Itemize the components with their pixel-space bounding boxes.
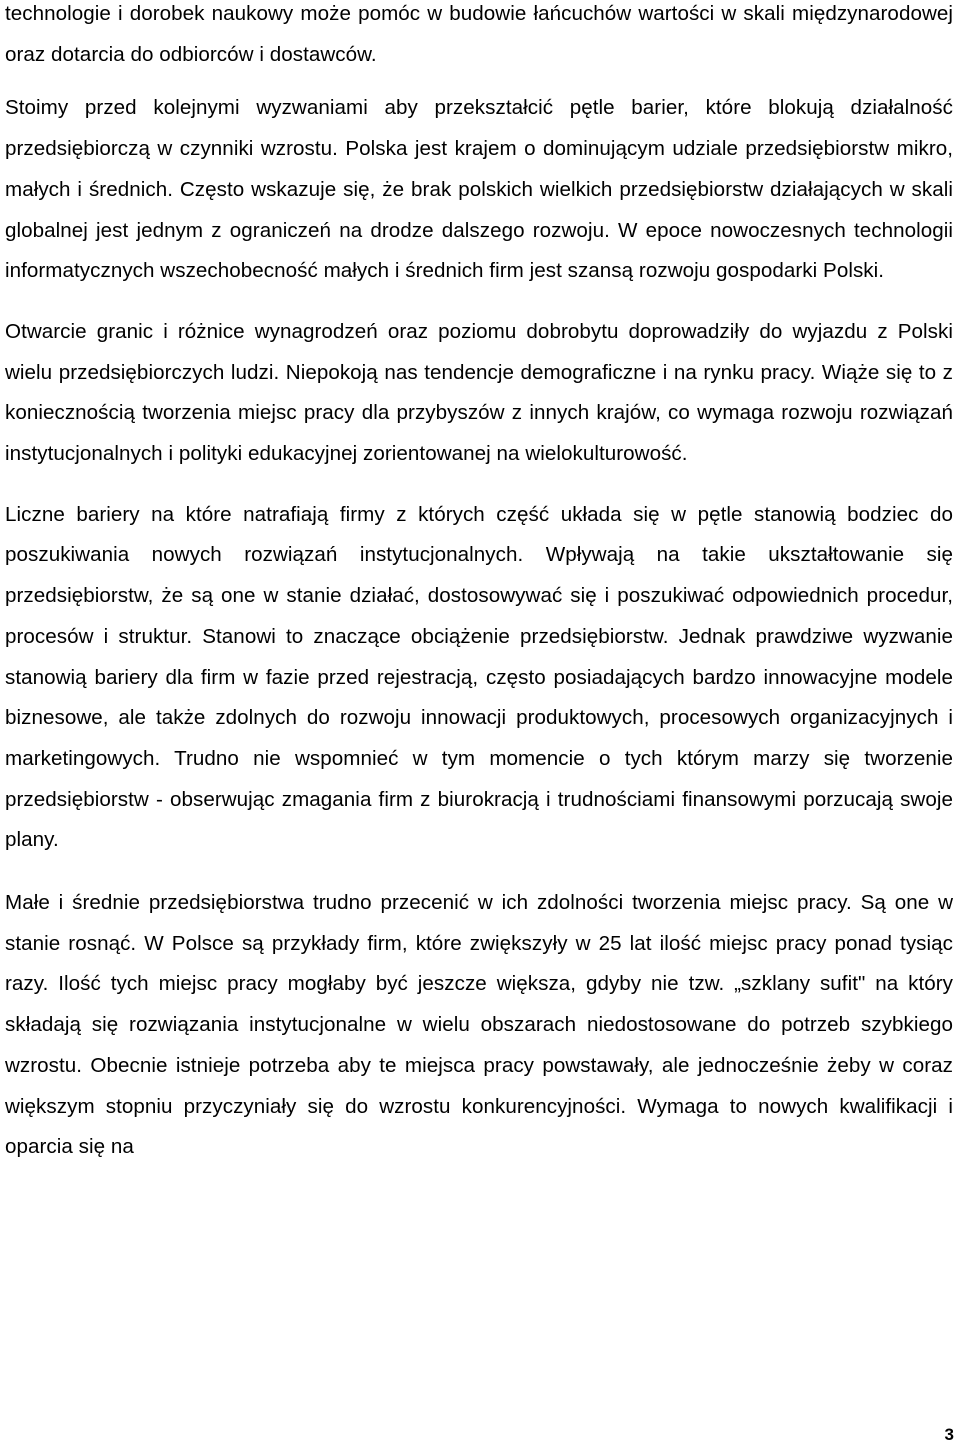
document-page (5, 0, 953, 1168)
paragraph-job-creation: Małe i średnie przedsiębiorstwa trudno przecenić w ich zdolności tworzenia miejsc pracy. Są one w stanie rosnąć. W Polsce są przykłady firm, które zwiększyły w 25 lat ilość miejsc pracy ponad tysiąc razy. Ilość tych miejsc pracy mogłaby być jeszcze większa, gdyby nie tzw. „szklany sufit" na który składają się rozwiązania instytucjonalne w wielu obszarach niedostosowane do potrzeb szybkiego wzrostu. Obecnie istnieje potrzeba aby te miejsca pracy powstawały, ale jednocześnie żeby w coraz większym stopniu przyczyniały się do wzrostu konkurencyjności. Wymaga to nowych kwalifikacji i oparcia się na (5, 891, 953, 1159)
paragraph-open-borders: Otwarcie granic i różnice wynagrodzeń oraz poziomu dobrobytu doprowadziły do wyjazdu z Polski wielu przedsiębiorczych ludzi. Niepokoją nas tendencje demograficzne i na rynku pracy. Wiąże się to z koniecznością tworzenia miejsc pracy dla przybyszów z innych krajów, co wymaga rozwoju rozwiązań instytucjonalnych i polityki edukacyjnej zorientowanej na wielokulturowość. (5, 319, 953, 466)
paragraph-barriers-smes: Stoimy przed kolejnymi wyzwaniami aby przekształcić pętle barier, które blokują działalność przedsiębiorczą w czynniki wzrostu. Polska jest krajem o dominującym udziale przedsiębiorstw mikro, małych i średnich. Często wskazuje się, że brak polskich wielkich przedsiębiorstw działających w skali globalnej jest jednym z ograniczeń na drodze dalszego rozwoju. W epoce nowoczesnych technologii informatycznych wszechobecność małych i średnich firm jest szansą rozwoju gospodarki Polski. (5, 96, 953, 283)
page-number: 3 (944, 1425, 954, 1444)
paragraph-value-chains: technologie i dorobek naukowy może pomóc w budowie łańcuchów wartości w skali międzynarodowej oraz dotarcia do odbiorców i dostawców. (5, 2, 953, 66)
paragraph-institutional-solutions: Liczne bariery na które natrafiają firmy z których część układa się w pętle stanowią bodziec do poszukiwania nowych rozwiązań instytucjonalnych. Wpływają na takie ukształtowanie się przedsiębiorstw, że są one w stanie działać, dostosowywać się i poszukiwać odpowiednich procedur, procesów i struktur. Stanowi to znaczące obciążenie przedsiębiorstw. Jednak prawdziwe wyzwanie stanowią bariery dla firm w fazie przed rejestracją, często posiadających bardzo innowacyjne modele biznesowe, ale także zdolnych do rozwoju innowacji produktowych, procesowych organizacyjnych i marketingowych. Trudno nie wspomnieć w tym momencie o tych którym marzy się tworzenie przedsiębiorstw - obserwując zmagania firm z biurokracją i trudnościami finansowymi porzucają swoje plany. (5, 502, 953, 852)
